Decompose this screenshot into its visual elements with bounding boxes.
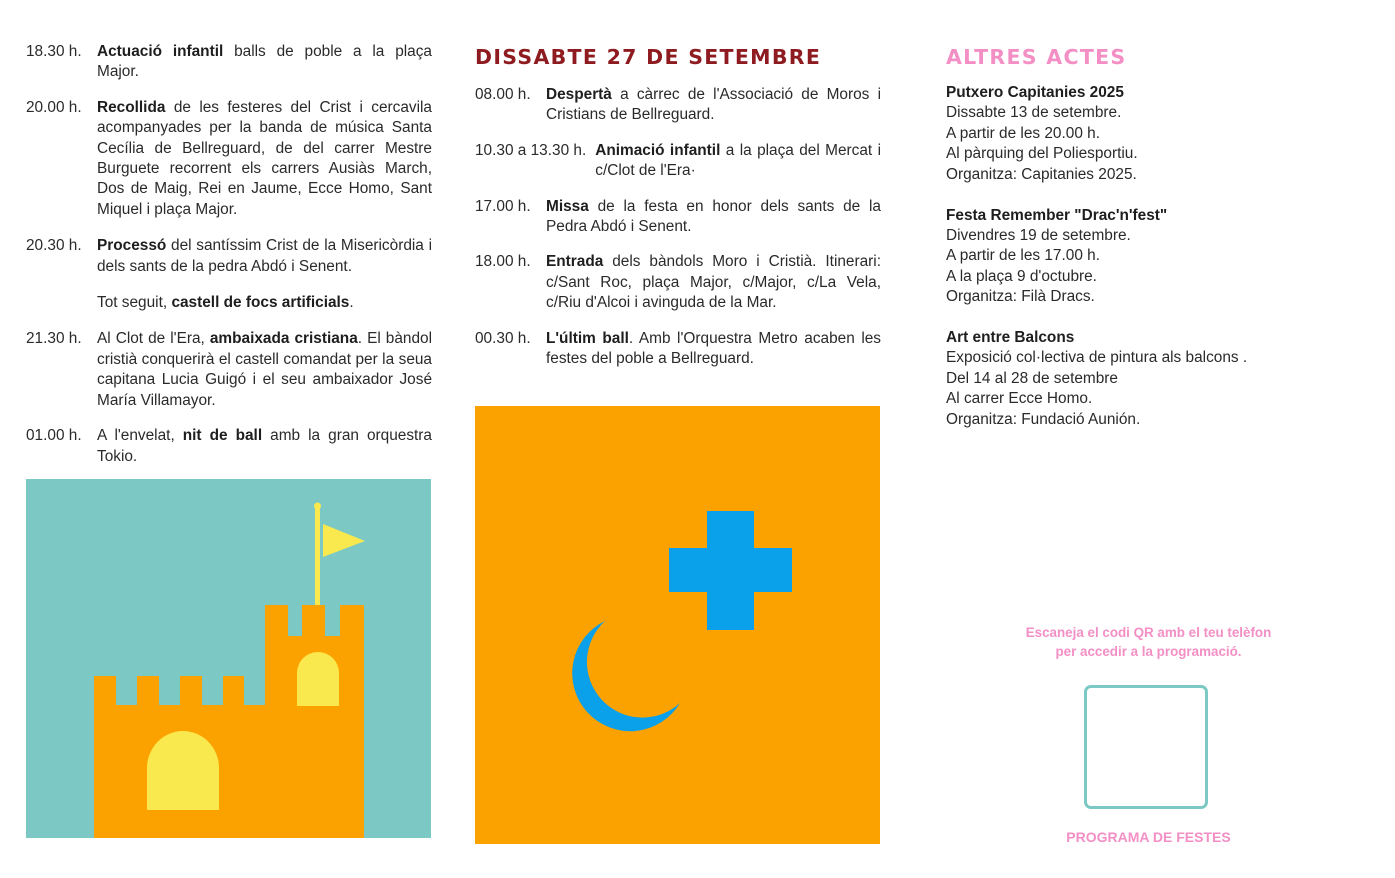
flag-icon: [323, 524, 365, 557]
program-entry: [26, 293, 432, 313]
event-line: Divendres 19 de setembre.: [946, 226, 1131, 244]
entry-text: . El bàndol cristià conquerirà el castell comandat per la seua capitana Lucia Guigó i el seu ambaixador José María Villamayor.: [97, 330, 432, 409]
entry-text: Al Clot de l'Era,: [97, 330, 210, 348]
entry-description: [595, 141, 881, 182]
entry-description: [97, 236, 432, 277]
entry-description: [97, 426, 432, 467]
castle-tower: [265, 605, 364, 838]
event-line: Organitza: Filà Dracs.: [946, 288, 1095, 306]
entry-text: . Amb l'Orquestra Metro acaben les festes del poble a Bellreguard.: [546, 329, 881, 368]
entry-time: 18.00 h.: [475, 253, 531, 271]
castle-door: [147, 731, 219, 810]
entry-title: Recollida: [97, 98, 166, 116]
event-line: Organitza: Fundació Aunión.: [946, 410, 1141, 428]
event-title: Putxero Capitanies 2025: [946, 84, 1124, 101]
entry-text: A l'envelat,: [97, 427, 183, 445]
event-line: Del 14 al 28 de setembre: [946, 369, 1118, 387]
column-friday-evening: [26, 42, 432, 482]
entry-text: amb la gran orquestra Tokio.: [97, 427, 432, 465]
cross-crescent-icon: [475, 406, 880, 844]
entry-time: 08.00 h.: [475, 86, 531, 103]
event-title: Art entre Balcons: [946, 329, 1075, 347]
entry-description: [97, 98, 432, 220]
entry-text: a càrrec de l'Associació de Moros i Cristians de Bellreguard.: [546, 86, 881, 124]
other-event: [946, 83, 1366, 185]
entry-title: Actuació infantil: [97, 43, 224, 60]
entry-description: [97, 42, 432, 83]
program-entry: [26, 98, 432, 220]
entry-title: ambaixada cristiana: [209, 330, 358, 348]
other-events-heading: ALTRES ACTES: [946, 45, 1127, 69]
other-event: [946, 206, 1366, 308]
entry-description: [546, 329, 881, 370]
entry-text: dels bàndols Moro i Cristià. Itinerari: c/Sant Roc, plaça Major, c/Major, c/La Vela, c/Riu d'Alcoi i avinguda de la Mar.: [546, 253, 881, 312]
entry-description: [97, 329, 432, 411]
entry-time: 20.00 h.: [26, 98, 82, 116]
program-entry: [26, 426, 432, 467]
entry-time: 18.30 h.: [26, 43, 82, 60]
cross-crescent-illustration: [475, 406, 880, 844]
entry-description: [546, 85, 881, 126]
program-entry: [475, 141, 881, 182]
entry-time: 21.30 h.: [26, 330, 82, 348]
entry-text: balls de poble a la plaça Major.: [97, 43, 432, 81]
qr-instructions-line: per accedir a la programació.: [1055, 644, 1242, 659]
entry-title: Processó: [97, 237, 167, 255]
entry-text: del santíssim Crist de la Misericòrdia i dels sants de la pedra Abdó i Senent.: [97, 237, 432, 275]
program-entry: [475, 197, 881, 238]
event-line: A la plaça 9 d'octubre.: [946, 267, 1097, 285]
program-entry: [475, 252, 881, 313]
castle-illustration: [26, 479, 431, 838]
entry-text: Tot seguit,: [97, 294, 172, 312]
program-entry: [475, 329, 881, 370]
event-line: Dissabte 13 de setembre.: [946, 104, 1122, 122]
castle-icon: [26, 479, 431, 838]
entry-time: 00.30 h.: [475, 329, 531, 347]
entry-description: [97, 293, 432, 313]
program-entry: [26, 42, 432, 83]
cross-icon: [669, 511, 792, 630]
entry-title: L'últim ball: [546, 329, 629, 347]
entry-text: de les festeres del Crist i cercavila acompanyades per la banda de música Santa Cecília de Bellreguard, de del carrer Mestre Burguete recorrent els carrers Ausiàs March, Dos de Maig, Rei en Jaume, Ecce Homo, Sant Miquel i plaça Major.: [97, 98, 432, 218]
day-heading: DISSABTE 27 DE SETEMBRE: [475, 45, 822, 69]
event-line: A partir de les 17.00 h.: [946, 247, 1101, 265]
entry-time: 10.30 a 13.30 h.: [475, 141, 587, 159]
entry-title: nit de ball: [182, 427, 263, 445]
entry-title: Missa: [546, 197, 589, 215]
program-entry: [26, 329, 432, 411]
event-line: Al pàrquing del Poliesportiu.: [946, 145, 1138, 163]
column-saturday: [475, 0, 881, 384]
entry-title: Despertà: [546, 86, 612, 103]
event-line: A partir de les 20.00 h.: [946, 124, 1101, 142]
entry-text: .: [349, 294, 354, 312]
entry-time: 01.00 h.: [26, 427, 82, 445]
qr-code-frame[interactable]: [1084, 685, 1208, 809]
event-line: Organitza: Capitanies 2025.: [946, 165, 1137, 183]
entry-title: Entrada: [546, 253, 604, 271]
flag-pole: [315, 507, 320, 607]
program-entry: [26, 236, 432, 277]
program-entry: [475, 85, 881, 126]
program-label: PROGRAMA DE FESTES: [1066, 829, 1231, 845]
other-event: [946, 328, 1366, 430]
entry-time: 17.00 h.: [475, 197, 531, 215]
entry-description: [546, 252, 881, 313]
entry-text: a la plaça del Mercat i c/Clot de l'Era·: [595, 141, 881, 180]
qr-instructions-line: Escaneja el codi QR amb el teu telèfon: [1025, 625, 1272, 640]
event-line: Al carrer Ecce Homo.: [946, 390, 1093, 408]
entry-time: 20.30 h.: [26, 237, 82, 255]
event-line: Exposició col·lectiva de pintura als balcons .: [946, 349, 1248, 367]
qr-instructions: [946, 623, 1351, 661]
event-title: Festa Remember "Drac'n'fest": [946, 206, 1168, 224]
entry-title: castell de focs artificials: [171, 294, 350, 312]
tower-window: [297, 652, 339, 706]
column-other-events: [946, 0, 1366, 451]
flag-pole-top: [314, 503, 321, 510]
entry-title: Animació infantil: [595, 141, 721, 159]
crescent-icon: [572, 621, 680, 731]
entry-text: de la festa en honor dels sants de la Pedra Abdó i Senent.: [546, 197, 881, 236]
entry-description: [546, 197, 881, 238]
